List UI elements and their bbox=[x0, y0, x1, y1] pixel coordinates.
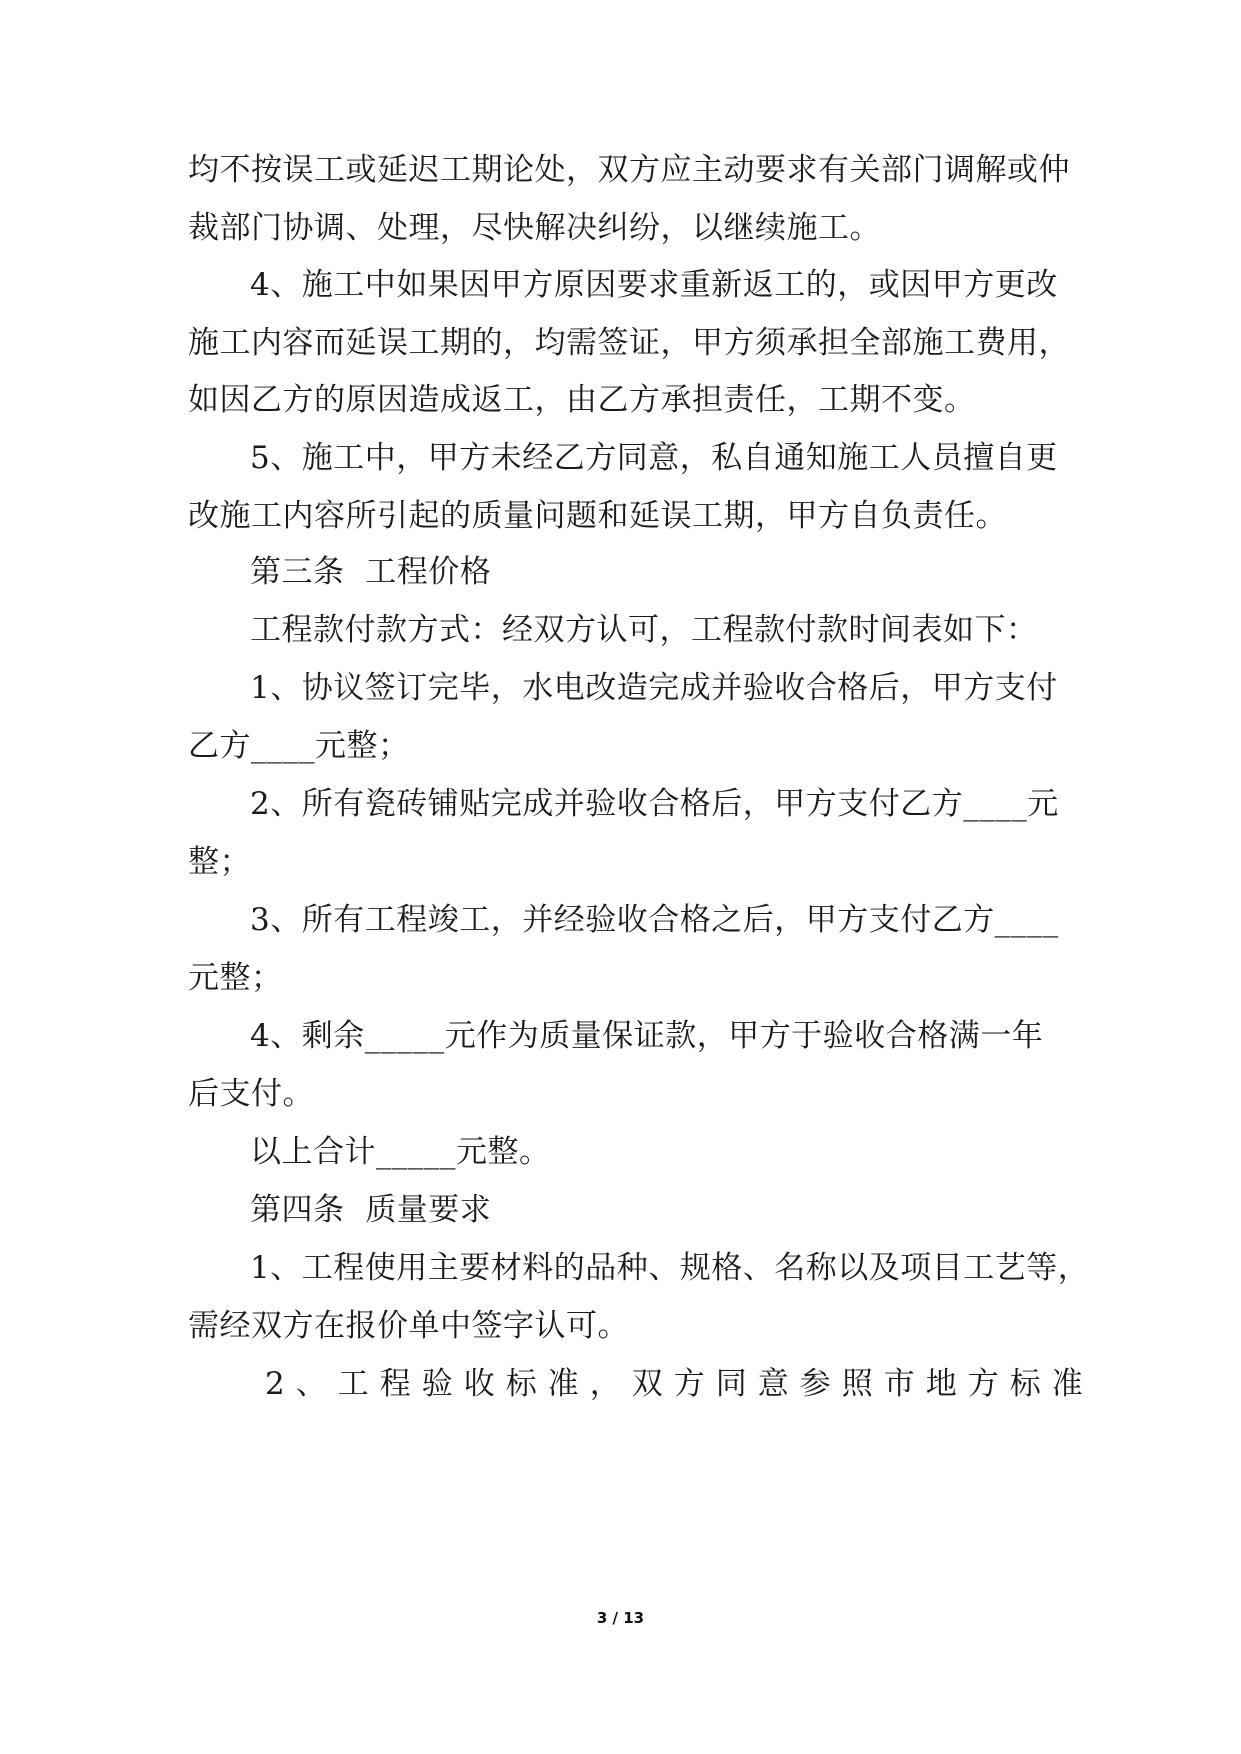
text-line: 以上合计_____元整。 bbox=[250, 1134, 551, 1170]
text-line: 工程款付款方式：经双方认可，工程款付款时间表如下： bbox=[250, 612, 1038, 648]
text-line: 均不按误工或延迟工期论处，双方应主动要求有关部门调解或仲 bbox=[188, 152, 1070, 188]
section-heading: 第三条 工程价格 bbox=[250, 554, 492, 590]
text-line: 施工内容而延误工期的，均需签证，甲方须承担全部施工费用， bbox=[188, 325, 1070, 361]
text-line: 4、剩余_____元作为质量保证款，甲方于验收合格满一年 bbox=[250, 1018, 1044, 1054]
text-line: 1、协议签订完毕，水电改造完成并验收合格后，甲方支付 bbox=[250, 670, 1058, 706]
text-line: 整； bbox=[188, 844, 251, 880]
text-line: 后支付。 bbox=[188, 1076, 314, 1112]
text-line: 改施工内容所引起的质量问题和延误工期，甲方自负责任。 bbox=[188, 498, 1007, 534]
text-line: 2、工程验收标准，双方同意参照市地方标准 bbox=[265, 1366, 1094, 1402]
text-line: 1、工程使用主要材料的品种、规格、名称以及项目工艺等， bbox=[250, 1250, 1090, 1286]
text-line: 裁部门协调、处理，尽快解决纠纷，以继续施工。 bbox=[188, 210, 881, 246]
text-line: 需经双方在报价单中签字认可。 bbox=[188, 1308, 629, 1344]
text-line: 如因乙方的原因造成返工，由乙方承担责任，工期不变。 bbox=[188, 382, 976, 418]
text-line: 5、施工中，甲方未经乙方同意，私自通知施工人员擅自更 bbox=[250, 440, 1058, 476]
text-line: 3、所有工程竣工，并经验收合格之后，甲方支付乙方____ bbox=[250, 902, 1059, 938]
text-line: 2、所有瓷砖铺贴完成并验收合格后，甲方支付乙方____元 bbox=[250, 786, 1059, 822]
text-line: 元整； bbox=[188, 960, 283, 996]
text-line: 4、施工中如果因甲方原因要求重新返工的，或因甲方更改 bbox=[250, 267, 1058, 303]
section-heading: 第四条 质量要求 bbox=[250, 1192, 492, 1228]
page-number: 3 / 13 bbox=[596, 1609, 645, 1627]
text-line: 乙方____元整； bbox=[188, 728, 410, 764]
